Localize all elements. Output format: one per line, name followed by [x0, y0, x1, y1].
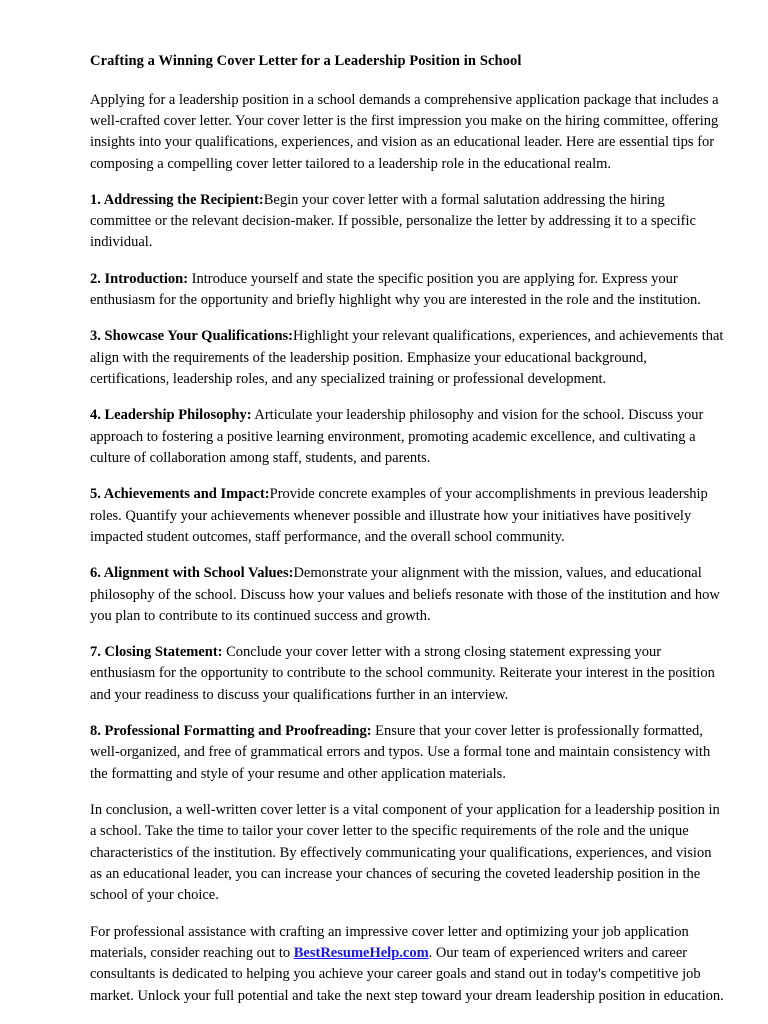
document-body — [90, 52, 726, 1007]
section-6-lead: 6. Alignment with School Values: — [90, 565, 294, 582]
section-2 — [90, 269, 726, 312]
section-1-body: Begin your cover letter with a formal salutation addressing the hiring committee or the relevant decision-maker. If possible, personalize the letter by addressing it to a specific individual. — [90, 191, 696, 251]
section-1-lead: 1. Addressing the Recipient: — [90, 191, 264, 208]
section-6 — [90, 563, 726, 627]
section-4-lead: 4. Leadership Philosophy: — [90, 407, 252, 424]
section-2-lead: 2. Introduction: — [90, 270, 189, 287]
section-8 — [90, 721, 726, 785]
section-4 — [90, 405, 726, 469]
section-3-body: Highlight your relevant qualifications, experiences, and achievements that align with the requirements of the leadership position. Emphasize your educational background, certifications, leadership roles, and any specialized training or professional development. — [90, 328, 724, 387]
page-title: Crafting a Winning Cover Letter for a Leadership Position in School — [90, 53, 522, 69]
conclusion-paragraph: In conclusion, a well-written cover letter is a vital component of your application for a leadership position in a school. Take the time to tailor your cover letter to the specific requirements of the role and the unique characteristics of the institution. By effectively communicating your qualifications, experiences, and vision as an educational leader, you can increase your chances of securing the coveted leadership position in the school of your choice. — [90, 802, 720, 904]
section-5-lead: 5. Achievements and Impact: — [90, 486, 270, 503]
intro-paragraph: Applying for a leadership position in a school demands a comprehensive application package that includes a well-crafted cover letter. Your cover letter is the first impression you make on the hiring committee, offering insights into your qualifications, experiences, and vision as an educational leader. Here are essential tips for composing a compelling cover letter tailored to a leadership role in the educational realm. — [90, 91, 719, 172]
section-3-lead: 3. Showcase Your Qualifications: — [90, 328, 294, 345]
section-8-lead: 8. Professional Formatting and Proofreading: — [90, 723, 372, 740]
section-5 — [90, 484, 726, 548]
section-2-body: Introduce yourself and state the specific position you are applying for. Express your enthusiasm for the opportunity and briefly highlight why you are interested in the role and the institution. — [90, 270, 701, 309]
final-paragraph — [90, 922, 726, 1007]
section-8-body: Ensure that your cover letter is professionally formatted, well-organized, and free of grammatical errors and typos. Use a formal tone and maintain consistency with the formatting and style of your resume and other application materials. — [90, 723, 711, 782]
section-7-lead: 7. Closing Statement: — [90, 644, 223, 661]
final-paragraph-after-link: . Our team of experienced writers and career consultants is dedicated to helping you achieve your career goals and stand out in today's competitive job market. Unlock your full potential and take the next step toward your dream leadership position in education. — [90, 944, 724, 1004]
section-7-body: Conclude your cover letter with a strong closing statement expressing your enthusiasm for the opportunity to contribute to the school community. Reiterate your interest in the position and your readiness to discuss your qualifications further in an interview. — [90, 644, 715, 703]
section-7 — [90, 642, 726, 706]
section-4-body: Articulate your leadership philosophy and vision for the school. Discuss your approach to fostering a positive learning environment, promoting academic excellence, and cultivating a culture of collaboration among staff, students, and parents. — [90, 407, 704, 466]
section-5-body: Provide concrete examples of your accomplishments in previous leadership roles. Quantify your achievements whenever possible and illustrate how your initiatives have positively impacted student outcomes, staff performance, and the overall school community. — [90, 486, 708, 545]
section-1 — [90, 190, 726, 254]
section-6-body: Demonstrate your alignment with the mission, values, and educational philosophy of the school. Discuss how your values and beliefs resonate with those of the institution and how you plan to contribute to its continued success and growth. — [90, 565, 720, 624]
section-3 — [90, 326, 726, 390]
bestresumehelp-link[interactable]: BestResumeHelp.com — [293, 944, 429, 961]
final-paragraph-before-link: For professional assistance with crafting an impressive cover letter and optimizing your job application materials, consider reaching out to — [90, 923, 689, 961]
